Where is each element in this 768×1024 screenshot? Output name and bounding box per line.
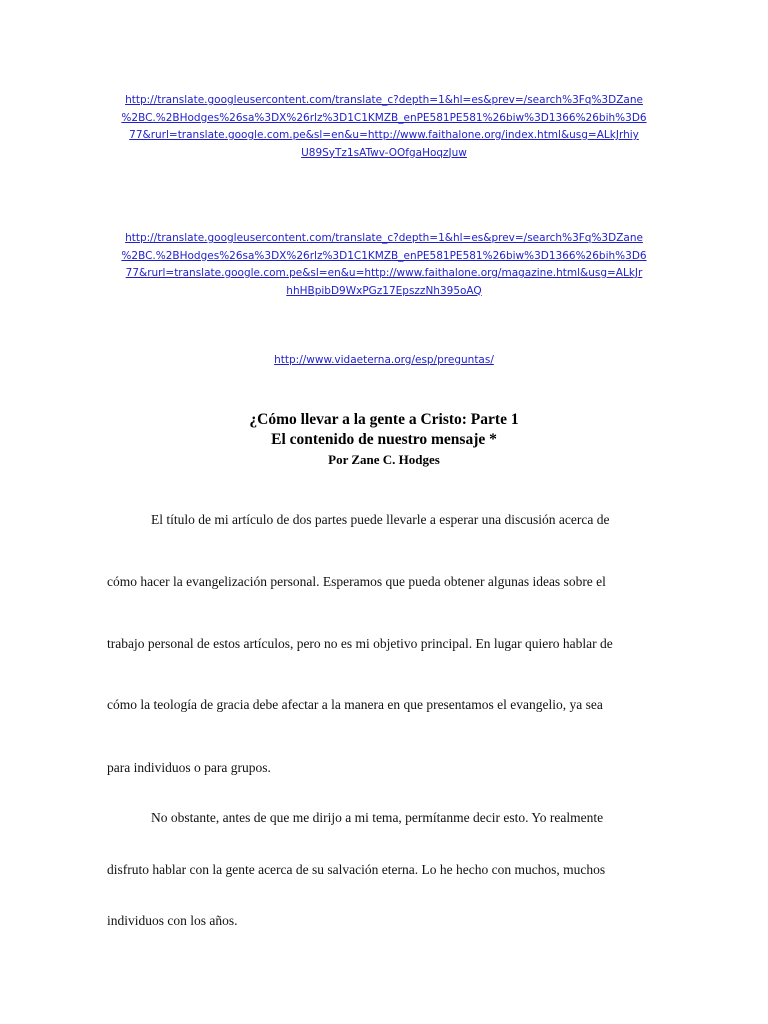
body-line: cómo hacer la evangelización personal. Esperamos que pueda obtener algunas ideas sobre el [107, 574, 606, 589]
link-faithalone-magazine[interactable] [100, 230, 668, 300]
link-vidaeterna[interactable] [100, 352, 668, 370]
link-line[interactable]: 77&rurl=translate.google.com.pe&sl=en&u=http://www.faithalone.org/index.html&usg=ALkJrhiy [129, 129, 639, 141]
article-title: ¿Cómo llevar a la gente a Cristo: Parte 1 [249, 411, 519, 428]
body-line: El título de mi artículo de dos partes puede llevarle a esperar una discusión acerca de [151, 512, 610, 527]
link-line[interactable]: hhHBpibD9WxPGz17EpszzNh395oAQ [286, 284, 482, 297]
body-line: para individuos o para grupos. [107, 760, 271, 775]
link-faithalone-index[interactable] [100, 92, 668, 162]
link-line[interactable]: U89SyTz1sATwv-OOfgaHoqzJuw [301, 146, 467, 159]
body-line: disfruto hablar con la gente acerca de su salvación eterna. Lo he hecho con muchos, muchos [107, 862, 606, 877]
body-line: cómo la teología de gracia debe afectar a la manera en que presentamos el evangelio, ya sea [107, 697, 603, 712]
link-line[interactable]: http://www.vidaeterna.org/esp/preguntas/ [274, 354, 494, 366]
body-line: individuos con los años. [107, 913, 238, 928]
link-line[interactable]: %2BC.%2BHodges%26sa%3DX%26rlz%3D1C1KMZB_enPE581PE581%26biw%3D1366%26bih%3D6 [121, 111, 647, 124]
link-line[interactable]: http://translate.googleusercontent.com/translate_c?depth=1&hl=es&prev=/search%3Fq%3DZane [125, 94, 643, 106]
body-line: trabajo personal de estos artículos, pero no es mi objetivo principal. En lugar quiero hablar de [107, 636, 613, 651]
link-line[interactable]: %2BC.%2BHodges%26sa%3DX%26rlz%3D1C1KMZB_enPE581PE581%26biw%3D1366%26bih%3D6 [121, 249, 647, 262]
article-author: Por Zane C. Hodges [328, 452, 440, 467]
link-line[interactable]: http://translate.googleusercontent.com/translate_c?depth=1&hl=es&prev=/search%3Fq%3DZane [125, 232, 643, 244]
body-line: No obstante, antes de que me dirijo a mi tema, permítanme decir esto. Yo realmente [151, 810, 604, 825]
article-subtitle: El contenido de nuestro mensaje * [271, 431, 497, 448]
link-line[interactable]: 77&rurl=translate.google.com.pe&sl=en&u=http://www.faithalone.org/magazine.html&usg=ALkJr [125, 267, 643, 279]
